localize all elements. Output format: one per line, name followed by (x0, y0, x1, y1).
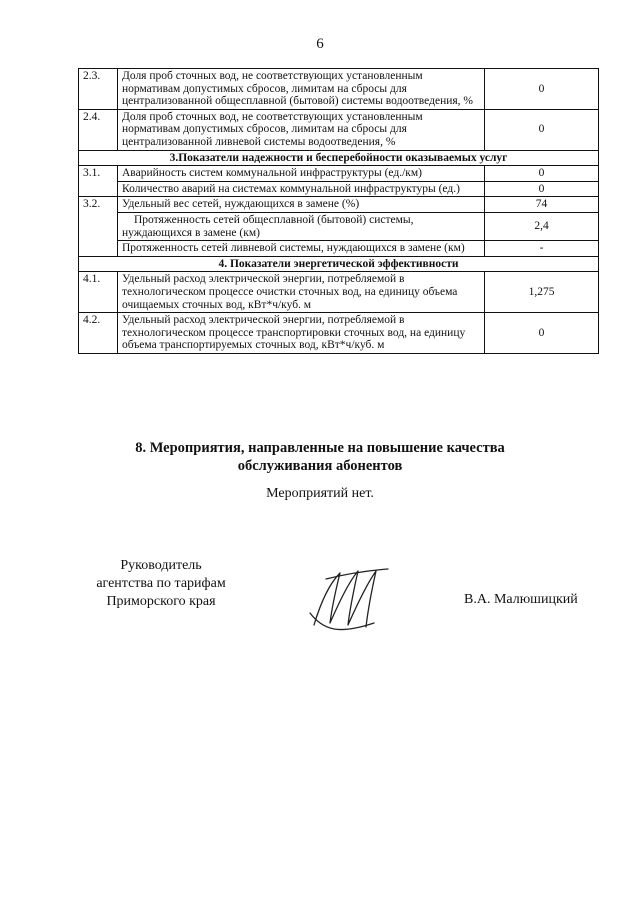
row-description: Количество аварий на системах коммунальной инфраструктуры (ед.) (118, 181, 485, 197)
row-description: Удельный расход электрической энергии, потребляемой в технологическом процессе транспортировки сточных вод, на единицу объема транспортируемых сточных вод, кВт*ч/куб. м (118, 313, 485, 354)
row-description: Протяженность сетей ливневой системы, нуждающихся в замене (км) (118, 241, 485, 257)
signatory-title-line-1: Руководитель (120, 558, 202, 573)
signatory-title-line-3: Приморского края (106, 594, 216, 609)
signatory-title (76, 557, 246, 611)
row-value: 0 (485, 313, 599, 354)
row-description: Удельный расход электрической энергии, потребляемой в технологическом процессе очистки сточных вод, на единицу объема очищаемых сточных вод, кВт*ч/куб. м (118, 272, 485, 313)
row-value: 0 (485, 181, 599, 197)
section-8-heading-line-1: 8. Мероприятия, направленные на повышение качества (135, 440, 505, 456)
signature-stroke (314, 571, 376, 627)
row-value: - (485, 241, 599, 257)
table-row (79, 181, 599, 197)
section-3-title: 3.Показатели надежности и бесперебойности оказываемых услуг (79, 150, 599, 166)
row-description: Аварийность систем коммунальной инфраструктуры (ед./км) (118, 166, 485, 182)
table-row (79, 313, 599, 354)
table-row (79, 212, 599, 240)
row-value: 2,4 (485, 212, 599, 240)
section-8-heading-line-2: обслуживания абонентов (237, 458, 403, 474)
table-row (79, 272, 599, 313)
row-value: 0 (485, 69, 599, 110)
row-value: 74 (485, 197, 599, 213)
signatory-title-line-2: агентства по тарифам (96, 576, 226, 591)
row-description: Доля проб сточных вод, не соответствующих установленным нормативам допустимых сбросов, лимитам на сбросы для централизованной ливневой системы водоотведения, % (118, 109, 485, 150)
table-row (79, 197, 599, 213)
row-number: 3.1. (79, 166, 118, 197)
row-description: Доля проб сточных вод, не соответствующих установленным нормативам допустимых сбросов, лимитам на сбросы для централизованной общесплавной (бытовой) системы водоотведения, % (118, 69, 485, 110)
no-measures-text: Мероприятий нет. (266, 486, 374, 501)
section-header-row (79, 256, 599, 272)
row-value: 1,275 (485, 272, 599, 313)
section-8-heading (0, 439, 640, 475)
row-number: 2.3. (79, 69, 118, 110)
row-description-text: Протяженность сетей общесплавной (бытовой) системы, нуждающихся в замене (км) (122, 213, 414, 239)
indicators-table (78, 68, 599, 354)
page-number: 6 (316, 36, 324, 52)
row-description (118, 212, 485, 240)
table-row (79, 166, 599, 182)
table-row (79, 241, 599, 257)
handwritten-signature (306, 565, 396, 633)
table-row (79, 69, 599, 110)
row-value: 0 (485, 166, 599, 182)
row-number: 3.2. (79, 197, 118, 256)
row-number: 2.4. (79, 109, 118, 150)
row-value: 0 (485, 109, 599, 150)
row-number: 4.1. (79, 272, 118, 313)
table-row (79, 109, 599, 150)
row-description: Удельный вес сетей, нуждающихся в замене (%) (118, 197, 485, 213)
section-header-row (79, 150, 599, 166)
signature-stroke (310, 613, 374, 630)
section-4-title: 4. Показатели энергетической эффективности (79, 256, 599, 272)
signatory-name: В.А. Малюшицкий (464, 592, 578, 607)
row-number: 4.2. (79, 313, 118, 354)
